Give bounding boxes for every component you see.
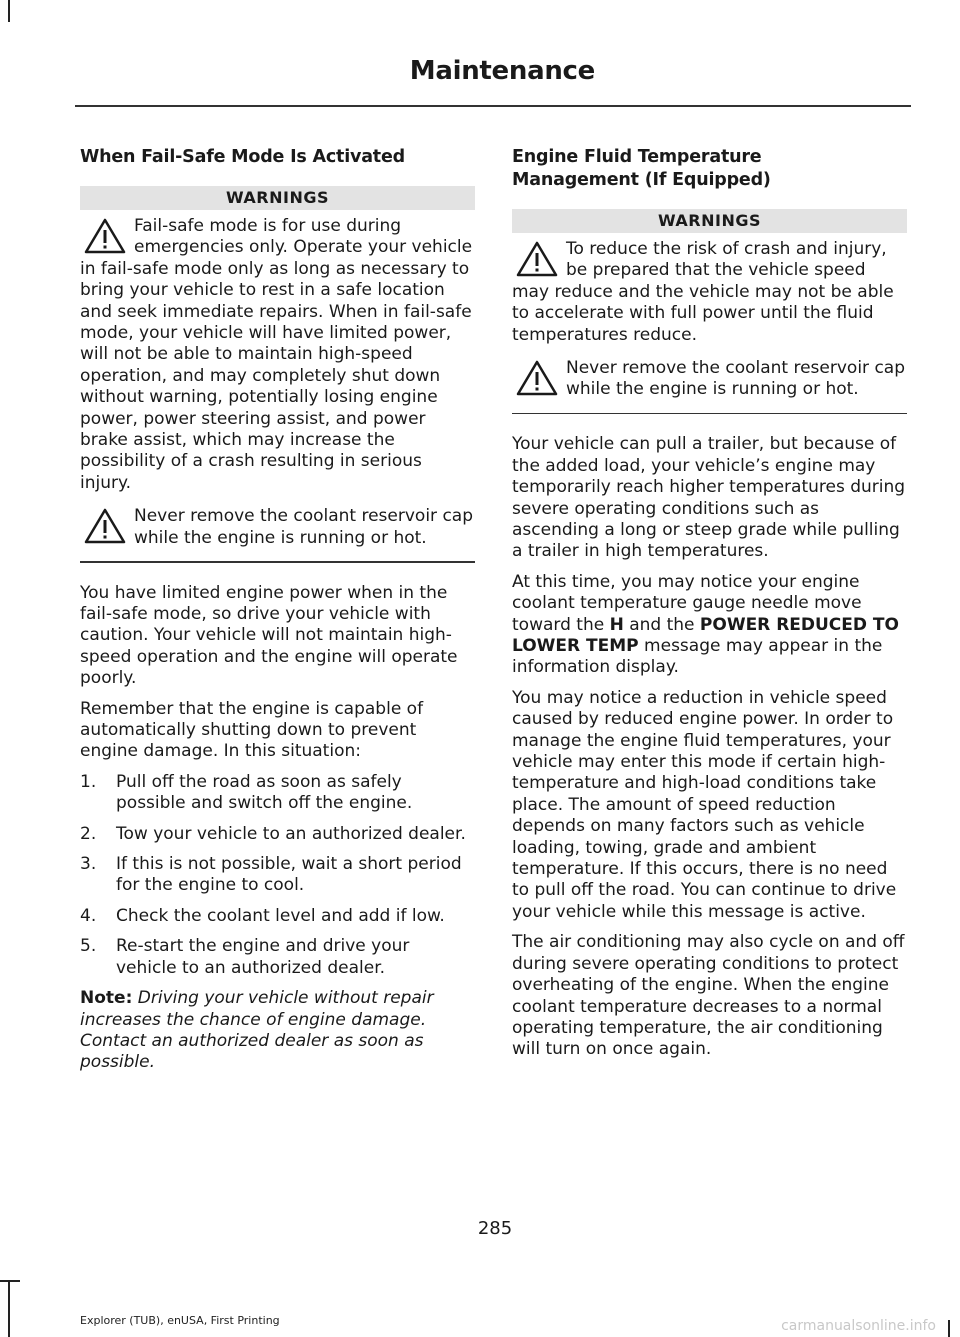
watermark: carmanualsonline.info	[781, 1318, 936, 1334]
body-paragraph: Your vehicle can pull a trailer, but because of the added load, your vehicle’s engine may temporarily reach higher temperatures during severe operating conditions such as ascending a long or steep grade while pulling a trailer in high temperatures.	[512, 434, 906, 562]
list-text: Check the coolant level and add if low.	[116, 905, 445, 926]
list-text: If this is not possible, wait a short period for the engine to cool.	[116, 854, 462, 896]
crop-mark	[0, 1280, 20, 1282]
right-column	[512, 146, 907, 1070]
list-item	[80, 936, 475, 979]
crop-mark	[8, 0, 10, 22]
warning-triangle-icon	[80, 216, 134, 258]
warnings-header: WARNINGS	[80, 186, 475, 210]
list-number: 5.	[80, 936, 97, 957]
warning-item	[512, 239, 907, 346]
text-run: and the	[623, 614, 700, 635]
warnings-rule	[512, 413, 907, 415]
warnings-header: WARNINGS	[512, 209, 907, 233]
header-rule	[75, 105, 911, 107]
gauge-h-label: H	[609, 614, 624, 635]
note-paragraph	[80, 988, 475, 1074]
warning-triangle-icon	[512, 358, 566, 400]
page-number: 285	[477, 1218, 513, 1239]
text-run: message may appear in the information display.	[512, 636, 883, 678]
body-paragraph: You may notice a reduction in vehicle speed caused by reduced engine power. In order to manage the engine fluid temperatures, your vehicle may enter this mode if certain high-temperature and high-load conditions take place. The amount of speed reduction depends on many factors such as vehicle loading, towing, grade and ambient temperature. If this occurs, there is no need to pull off the road. You can continue to drive your vehicle while this message is active.	[512, 687, 897, 922]
footer-text: Explorer (TUB), enUSA, First Printing	[80, 1314, 280, 1327]
left-column	[80, 146, 475, 1083]
section-heading: Engine Fluid Temperature Management (If Equipped)	[512, 147, 771, 190]
list-text: Pull off the road as soon as safely possible and switch off the engine.	[116, 771, 413, 814]
body-paragraph: Remember that the engine is capable of automatically shutting down to prevent engine damage. In this situation:	[80, 698, 424, 762]
body-paragraph	[512, 572, 907, 679]
crop-mark	[8, 1280, 10, 1337]
list-item	[80, 772, 475, 815]
list-item	[80, 906, 475, 927]
steps-list	[80, 772, 475, 979]
section-heading: When Fail-Safe Mode Is Activated	[80, 147, 405, 167]
warning-triangle-icon	[80, 506, 134, 548]
list-number: 3.	[80, 854, 97, 875]
warning-text: Never remove the coolant reservoir cap while the engine is running or hot.	[566, 358, 905, 400]
note-label: Note:	[80, 988, 133, 1009]
list-item	[80, 824, 475, 845]
body-paragraph: The air conditioning may also cycle on and off during severe operating conditions to protect overheating of the engine. When the engine coolant temperature decreases to a normal operating temperature, the air conditioning will turn on once again.	[512, 932, 905, 1060]
list-number: 4.	[80, 905, 97, 926]
warning-text: To reduce the risk of crash and injury, be prepared that the vehicle speed may reduce and the vehicle may not be able to accelerate with full power until the fluid temperatures reduce.	[512, 239, 894, 345]
list-text: Tow your vehicle to an authorized dealer.	[116, 823, 466, 844]
list-number: 1.	[80, 771, 97, 792]
list-number: 2.	[80, 823, 97, 844]
warnings-rule	[80, 561, 475, 563]
warning-item	[80, 216, 475, 494]
text-run: At this time, you may notice your engine coolant temperature gauge needle move toward the	[512, 571, 862, 635]
warning-text: Fail-safe mode is for use during emergencies only. Operate your vehicle in fail-safe mode only as long as necessary to bring your vehicle to rest in a safe location and seek immediate repairs. When in fail-safe mode, your vehicle will have limited power, will not be able to maintain high-speed operation, and may completely shut down without warning, potentially losing engine power, power steering assist, and power brake assist, which may increase the possibility of a crash resulting in serious injury.	[80, 216, 473, 493]
page-header-title: Maintenance	[409, 56, 595, 86]
warning-item	[512, 358, 907, 401]
list-text: Re-start the engine and drive your vehicle to an authorized dealer.	[116, 936, 410, 978]
warning-text: Never remove the coolant reservoir cap while the engine is running or hot.	[134, 506, 473, 548]
note-text: Driving your vehicle without repair increases the chance of engine damage. Contact an authorized dealer as soon as possible.	[80, 988, 434, 1073]
warning-item	[80, 506, 475, 549]
body-paragraph: You have limited engine power when in the fail-safe mode, so drive your vehicle with caution. Your vehicle will not maintain high-speed operation and the engine will operate poorly.	[80, 582, 458, 689]
crop-mark	[948, 1320, 950, 1337]
warning-triangle-icon	[512, 239, 566, 281]
list-item	[80, 854, 475, 897]
display-message: POWER REDUCED TO LOWER TEMP	[512, 614, 899, 656]
